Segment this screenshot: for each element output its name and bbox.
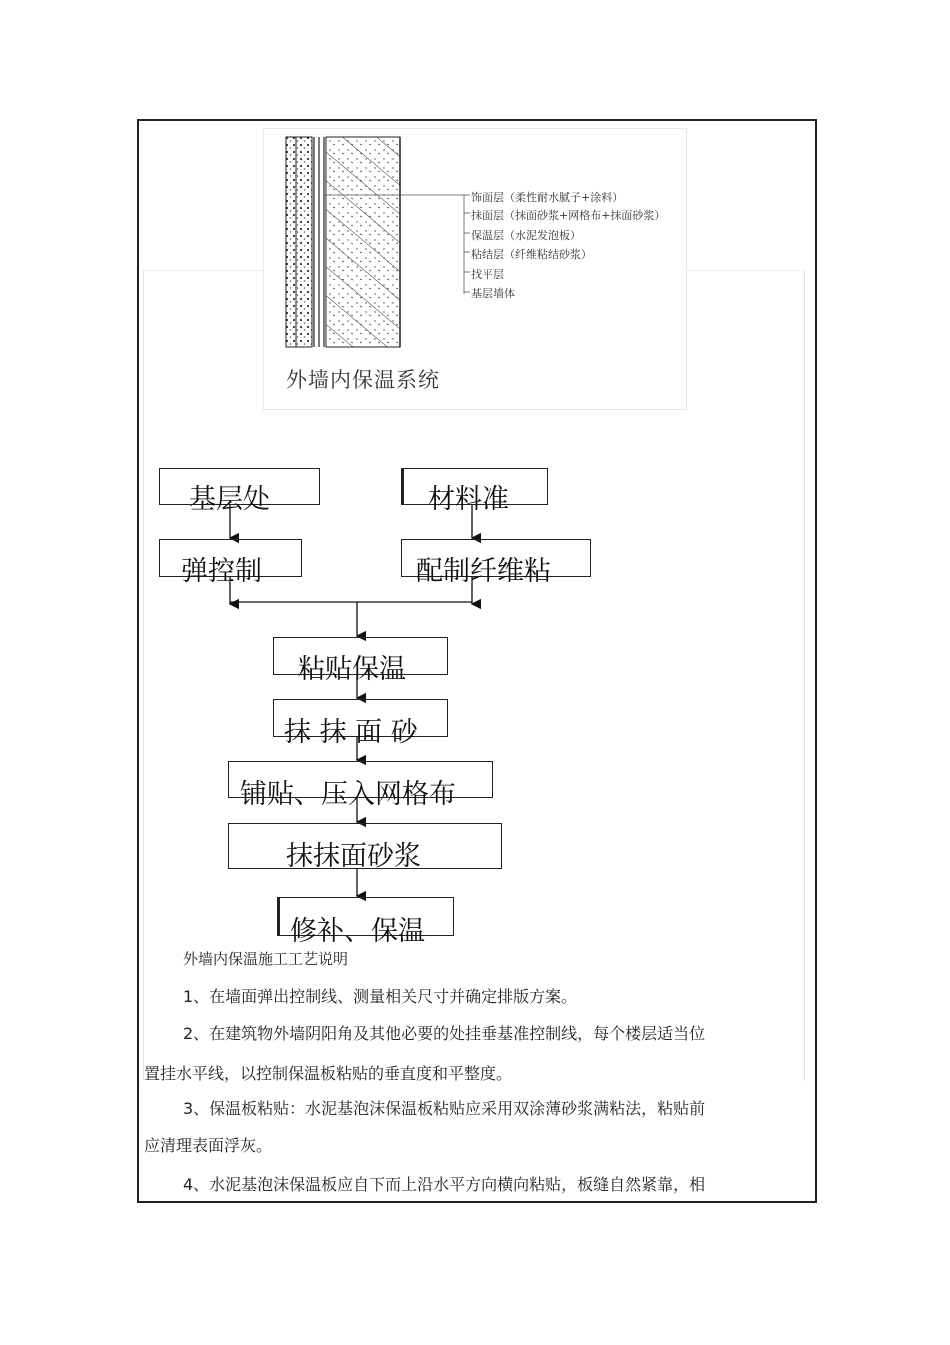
paragraph-2-line-1: 2、在建筑物外墙阴阳角及其他必要的处挂垂基准控制线，每个楼层适当位 bbox=[183, 1024, 706, 1043]
flow-text-plaster-mortar-2: 抹抹面砂浆 bbox=[286, 841, 421, 872]
layer-label-adhesive: 粘结层（纤维粘结砂浆） bbox=[471, 248, 592, 261]
flow-text-repair: 修补、保温 bbox=[290, 916, 425, 947]
flow-text-base-treatment: 基层处 bbox=[189, 484, 270, 515]
flow-text-mix-adhesive: 配制纤维粘 bbox=[416, 556, 551, 587]
paragraph-2-line-2: 置挂水平线，以控制保温板粘贴的垂直度和平整度。 bbox=[144, 1064, 513, 1083]
layer-label-plaster: 抹面层（抹面砂浆+网格布+抹面砂浆） bbox=[471, 209, 666, 222]
paragraph-3-line-2: 应清理表面浮灰。 bbox=[144, 1136, 273, 1155]
section-heading: 外墙内保温施工工艺说明 bbox=[183, 950, 349, 968]
layer-label-leveling: 找平层 bbox=[471, 268, 504, 281]
layer-label-finish: 饰面层（柔性耐水腻子+涂料） bbox=[471, 191, 624, 204]
flow-text-snap-control: 弹控制 bbox=[181, 556, 262, 587]
figure-caption: 外墙内保温系统 bbox=[286, 368, 440, 392]
layer-label-base-wall: 基层墙体 bbox=[471, 287, 515, 300]
flow-text-lay-mesh: 铺贴、压入网格布 bbox=[240, 779, 456, 810]
flow-text-material-prep: 材料准 bbox=[428, 484, 509, 515]
layer-label-insulation: 保温层（水泥发泡板） bbox=[471, 229, 581, 242]
paragraph-3-line-1: 3、保温板粘贴：水泥基泡沫保温板粘贴应采用双涂薄砂浆满粘法，粘贴前 bbox=[183, 1099, 706, 1118]
paragraph-4-line-1: 4、水泥基泡沫保温板应自下而上沿水平方向横向粘贴，板缝自然紧靠，相 bbox=[183, 1175, 706, 1194]
paragraph-1: 1、在墙面弹出控制线、测量相关尺寸并确定排版方案。 bbox=[183, 987, 578, 1006]
flow-text-plaster-mortar: 抹 抹 面 砂 bbox=[284, 717, 418, 748]
flow-text-paste-insulation: 粘贴保温 bbox=[298, 654, 406, 685]
